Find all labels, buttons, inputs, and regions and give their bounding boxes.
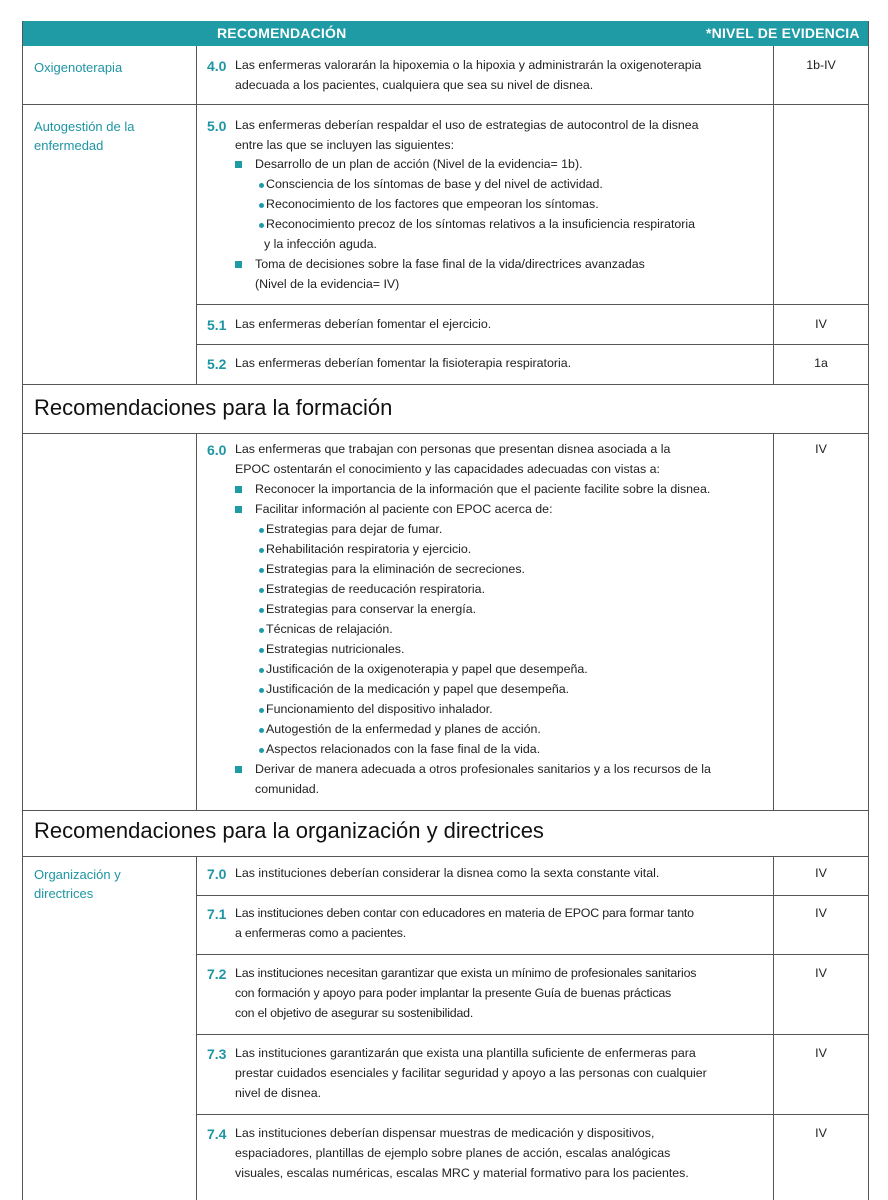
sub-bullet-text: Técnicas de relajación. xyxy=(266,622,393,636)
rec-line: EPOC ostentarán el conocimiento y las capacidades adecuadas con vistas a: xyxy=(235,462,660,476)
dot-bullet-icon xyxy=(259,688,264,693)
bullet-text: Toma de decisiones sobre la fase final de la vida/directrices avanzadas xyxy=(255,257,645,271)
sub-bullet-text: Funcionamiento del dispositivo inhalador. xyxy=(266,702,493,716)
rec-line: a enfermeras como a pacientes. xyxy=(235,926,407,940)
bullet-text: (Nivel de la evidencia= IV) xyxy=(255,277,400,291)
rec-number: 7.2 xyxy=(207,966,227,982)
dot-bullet-icon xyxy=(259,588,264,593)
sub-bullet-text: Reconocimiento de los factores que empeoran los síntomas. xyxy=(266,197,599,211)
rec-line: Las enfermeras deberían respaldar el uso de estrategias de autocontrol de la disnea xyxy=(235,118,699,132)
dot-bullet-icon xyxy=(259,548,264,553)
rec-number: 7.1 xyxy=(207,906,227,922)
header-recommendation: RECOMENDACIÓN xyxy=(217,25,347,41)
row-divider xyxy=(196,954,869,955)
evidence-level: IV xyxy=(815,442,827,456)
rec-line: nivel de disnea. xyxy=(235,1086,322,1100)
evidence-level: 1b-IV xyxy=(806,58,836,72)
row-divider xyxy=(22,384,869,385)
bullet-text: Derivar de manera adecuada a otros profesionales sanitarios y a los recursos de la xyxy=(255,762,711,776)
column-divider xyxy=(196,856,197,1200)
sub-bullet-text: Consciencia de los síntomas de base y del nivel de actividad. xyxy=(266,177,603,191)
dot-bullet-icon xyxy=(259,628,264,633)
rec-line: Las instituciones garantizarán que exista una plantilla suficiente de enfermeras para xyxy=(235,1046,696,1060)
sub-bullet-text: Reconocimiento precoz de los síntomas relativos a la insuficiencia respiratoria xyxy=(266,217,696,231)
dot-bullet-icon xyxy=(259,668,264,673)
evidence-level: IV xyxy=(815,906,827,920)
rec-line: Las enfermeras que trabajan con personas que presentan disnea asociada a la xyxy=(235,442,671,456)
bullet-text: Facilitar información al paciente con EPOC acerca de: xyxy=(255,502,553,516)
rec-line: espaciadores, plantillas de ejemplo sobre planes de acción, escalas analógicas xyxy=(235,1146,671,1160)
square-bullet-icon xyxy=(235,486,242,493)
column-divider xyxy=(196,433,197,810)
rec-line: Las instituciones necesitan garantizar que exista un mínimo de profesionales sanitarios xyxy=(235,966,697,980)
bullet-text: Reconocer la importancia de la información que el paciente facilite sobre la disnea. xyxy=(255,482,711,496)
rec-line: Las instituciones deberían dispensar muestras de medicación y dispositivos, xyxy=(235,1126,655,1140)
dot-bullet-icon xyxy=(259,748,264,753)
category-oxygen-therapy: Oxigenoterapia xyxy=(34,60,123,75)
rec-text xyxy=(235,1123,770,1183)
row-divider xyxy=(22,856,869,857)
row-divider xyxy=(196,1114,869,1115)
dot-bullet-icon xyxy=(259,528,264,533)
sub-bullet-text: Estrategias para la eliminación de secreciones. xyxy=(266,562,525,576)
evidence-level: IV xyxy=(815,1126,827,1140)
rec-text xyxy=(235,55,770,95)
rec-number: 7.4 xyxy=(207,1126,227,1142)
dot-bullet-icon xyxy=(259,203,264,208)
square-bullet-icon xyxy=(235,161,242,168)
square-bullet-icon xyxy=(235,766,242,773)
dot-bullet-icon xyxy=(259,728,264,733)
rec-line: visuales, escalas numéricas, escalas MRC y material formativo para los pacientes. xyxy=(235,1166,689,1180)
square-bullet-icon xyxy=(235,261,242,268)
row-divider xyxy=(196,1034,869,1035)
sub-bullet-text: Autogestión de la enfermedad y planes de acción. xyxy=(266,722,541,736)
rec-line: entre las que se incluyen las siguientes: xyxy=(235,138,455,152)
rec-text xyxy=(235,963,770,1023)
rec-number: 4.0 xyxy=(207,58,227,74)
category-self-management: Autogestión de la enfermedad xyxy=(34,119,135,153)
rec-text xyxy=(235,115,770,155)
row-divider xyxy=(196,895,869,896)
sub-bullet-text: Justificación de la oxigenoterapia y papel que desempeña. xyxy=(266,662,588,676)
rec-number: 6.0 xyxy=(207,442,227,458)
bullet-text: comunidad. xyxy=(255,782,320,796)
dot-bullet-icon xyxy=(259,648,264,653)
sub-bullet-text: Aspectos relacionados con la fase final de la vida. xyxy=(266,742,541,756)
rec-text: Las instituciones deberían considerar la disnea como la sexta constante vital. xyxy=(235,866,660,880)
table-left-border xyxy=(22,21,23,1200)
category-organization: Organización y directrices xyxy=(34,867,121,901)
row-divider xyxy=(22,104,869,105)
table-right-border xyxy=(868,21,869,1200)
rec-number: 7.3 xyxy=(207,1046,227,1062)
dot-bullet-icon xyxy=(259,223,264,228)
rec-line: Las instituciones deben contar con educadores en materia de EPOC para formar tanto xyxy=(235,906,694,920)
rec-number: 5.2 xyxy=(207,356,227,372)
section-heading-training: Recomendaciones para la formación xyxy=(34,395,393,420)
row-divider xyxy=(196,344,869,345)
rec-text: Las enfermeras deberían fomentar la fisioterapia respiratoria. xyxy=(235,356,572,370)
row-divider xyxy=(22,810,869,811)
rec-line: Las enfermeras valorarán la hipoxemia o la hipoxia y administrarán la oxigenoterapia xyxy=(235,58,702,72)
rec-line: con formación y apoyo para poder implantar la presente Guía de buenas prácticas xyxy=(235,986,672,1000)
header-evidence-level: *NIVEL DE EVIDENCIA xyxy=(706,25,860,41)
sub-bullet-text: Estrategias para conservar la energía. xyxy=(266,602,477,616)
evidence-level: IV xyxy=(815,1046,827,1060)
rec-line: prestar cuidados esenciales y facilitar seguridad y apoyo a las personas con cualquier xyxy=(235,1066,707,1080)
section-heading-organization: Recomendaciones para la organización y directrices xyxy=(34,818,544,843)
sub-bullet-text: Estrategias de reeducación respiratoria. xyxy=(266,582,486,596)
bullet-text: Desarrollo de un plan de acción (Nivel de la evidencia= 1b). xyxy=(255,157,583,171)
dot-bullet-icon xyxy=(259,608,264,613)
sub-bullet-text: Estrategias para dejar de fumar. xyxy=(266,522,443,536)
row-divider xyxy=(22,433,869,434)
column-divider xyxy=(773,433,774,810)
column-divider xyxy=(773,46,774,384)
rec-text: Las enfermeras deberían fomentar el ejercicio. xyxy=(235,317,492,331)
dot-bullet-icon xyxy=(259,183,264,188)
sub-bullet-text: Justificación de la medicación y papel que desempeña. xyxy=(266,682,570,696)
dot-bullet-icon xyxy=(259,568,264,573)
sub-bullet-text: y la infección aguda. xyxy=(264,237,377,251)
evidence-level: 1a xyxy=(814,356,828,370)
rec-line: adecuada a los pacientes, cualquiera que sea su nivel de disnea. xyxy=(235,78,594,92)
rec-text xyxy=(235,1043,770,1103)
evidence-level: IV xyxy=(815,866,827,880)
rec-line: con el objetivo de asegurar su sostenibilidad. xyxy=(235,1006,474,1020)
sub-bullet-text: Estrategias nutricionales. xyxy=(266,642,405,656)
column-divider xyxy=(196,46,197,384)
dot-bullet-icon xyxy=(259,708,264,713)
sub-bullet-text: Rehabilitación respiratoria y ejercicio. xyxy=(266,542,472,556)
square-bullet-icon xyxy=(235,506,242,513)
rec-number: 7.0 xyxy=(207,866,227,882)
rec-text xyxy=(235,439,770,479)
evidence-level: IV xyxy=(815,966,827,980)
row-divider xyxy=(196,304,869,305)
evidence-level: IV xyxy=(815,317,827,331)
rec-text xyxy=(235,903,770,943)
rec-number: 5.1 xyxy=(207,317,227,333)
rec-number: 5.0 xyxy=(207,118,227,134)
